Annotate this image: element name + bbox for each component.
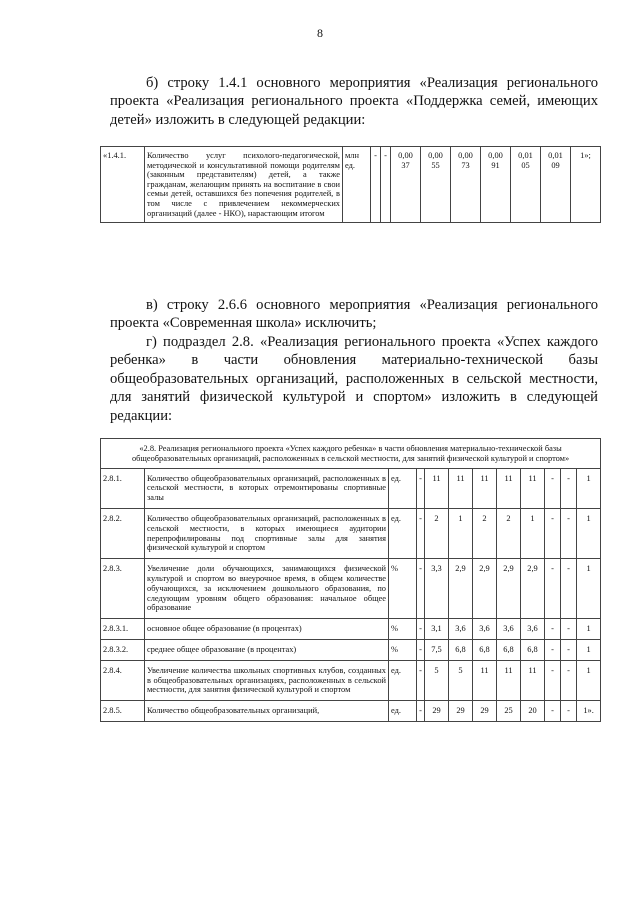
value-cell: -: [561, 639, 577, 660]
value-cell: 6,8: [521, 639, 545, 660]
value-cell: -: [417, 701, 425, 722]
row-name: Увеличение количества школьных спортивных клубов, созданных в общеобразовательных организациях, расположенных в сельской местности, для занятия физической культурой и спортом: [145, 660, 389, 700]
row-unit: %: [389, 619, 417, 640]
value-cell: 1: [577, 508, 601, 558]
value-cell: -: [545, 508, 561, 558]
table-row: [101, 639, 601, 660]
table-row: [101, 508, 601, 558]
value-cell: -: [417, 639, 425, 660]
value-cell: 0,01 05: [511, 147, 541, 223]
value-cell: 1: [577, 660, 601, 700]
value-cell: 6,8: [449, 639, 473, 660]
value-cell: 0,00 73: [451, 147, 481, 223]
row-code: 2.8.3.: [101, 559, 145, 619]
value-cell: -: [545, 559, 561, 619]
value-cell: 2,9: [473, 559, 497, 619]
value-cell: -: [545, 701, 561, 722]
row-code: 2.8.3.2.: [101, 639, 145, 660]
table-row: [101, 468, 601, 508]
value-cell: -: [417, 559, 425, 619]
row-name: среднее общее образование (в процентах): [145, 639, 389, 660]
table-row: [101, 701, 601, 722]
value-cell: 6,8: [497, 639, 521, 660]
row-unit: млн ед.: [343, 147, 371, 223]
value-cell: 5: [425, 660, 449, 700]
paragraph-b: б) строку 1.4.1 основного мероприятия «Реализация регионального проекта «Реализация регионального проекта «Поддержка семей, имеющих детей» изложить в следующей редакции:: [110, 75, 598, 128]
page-number: 8: [317, 26, 323, 40]
value-cell: 1: [521, 508, 545, 558]
row-name: основное общее образование (в процентах): [145, 619, 389, 640]
row-code: 2.8.1.: [101, 468, 145, 508]
row-name: Увеличение доли обучающихся, занимающихся физической культурой и спортом во внеурочное время, в общем количестве обучающихся, за исключением дошкольного образования, по следующим уровням общего образования: начальное общее образование: [145, 559, 389, 619]
value-cell: 29: [449, 701, 473, 722]
value-cell: 1».: [577, 701, 601, 722]
value-cell: -: [561, 559, 577, 619]
value-cell: -: [417, 468, 425, 508]
value-cell: 2: [473, 508, 497, 558]
value-cell: 11: [473, 468, 497, 508]
row-code: 2.8.5.: [101, 701, 145, 722]
value-cell: -: [561, 468, 577, 508]
row-name: Количество общеобразовательных организаций,: [145, 701, 389, 722]
value-cell: 0,01 09: [541, 147, 571, 223]
table-row: [101, 619, 601, 640]
row-code: 2.8.2.: [101, 508, 145, 558]
value-cell: -: [545, 639, 561, 660]
value-cell: 20: [521, 701, 545, 722]
row-code: «1.4.1.: [101, 147, 145, 223]
table-row: [101, 559, 601, 619]
value-cell: -: [417, 619, 425, 640]
row-name: Количество услуг психолого-педагогической, методической и консультативной помощи родителям (законным представителям) детей, а также гражданам, желающим принять на воспитание в свои семьи детей, оставшихся без попечения родителей, в том числе с привлечением некоммерческих организаций (далее - НКО), нарастающим итогом: [145, 147, 343, 223]
value-cell: 11: [521, 660, 545, 700]
value-cell: 3,6: [449, 619, 473, 640]
value-cell: 3,6: [497, 619, 521, 640]
value-cell: 29: [425, 701, 449, 722]
value-cell: 6,8: [473, 639, 497, 660]
value-cell: 11: [473, 660, 497, 700]
value-cell: 3,6: [521, 619, 545, 640]
value-cell: 1: [577, 468, 601, 508]
value-cell: -: [371, 147, 381, 223]
value-cell: 11: [497, 660, 521, 700]
row-code: 2.8.3.1.: [101, 619, 145, 640]
row-unit: ед.: [389, 701, 417, 722]
value-cell: -: [417, 508, 425, 558]
row-code: 2.8.4.: [101, 660, 145, 700]
paragraph-v: в) строку 2.6.6 основного мероприятия «Реализация регионального проекта «Современная школа» исключить;: [110, 297, 598, 332]
value-cell: 7,5: [425, 639, 449, 660]
value-cell: -: [381, 147, 391, 223]
value-cell: -: [417, 660, 425, 700]
value-cell: 0,00 37: [391, 147, 421, 223]
value-cell: 29: [473, 701, 497, 722]
row-name: Количество общеобразовательных организаций, расположенных в сельской местности, в которых имеющиеся аудитории перепрофилированы под спортивные залы для занятия физической культурой и спортом: [145, 508, 389, 558]
row-unit: %: [389, 639, 417, 660]
value-cell: 1»;: [571, 147, 601, 223]
section-header: «2.8. Реализация регионального проекта «Успех каждого ребенка» в части обновления материально-технической базы общеобразовательных организаций, расположенных в сельской местности, для занятий физической культурой и спортом»: [101, 439, 601, 469]
value-cell: -: [561, 508, 577, 558]
value-cell: -: [561, 619, 577, 640]
value-cell: -: [545, 468, 561, 508]
value-cell: -: [561, 701, 577, 722]
value-cell: 11: [449, 468, 473, 508]
row-unit: ед.: [389, 468, 417, 508]
row-name: Количество общеобразовательных организаций, расположенных в сельской местности, в которых отремонтированы спортивные залы: [145, 468, 389, 508]
value-cell: 0,00 55: [421, 147, 451, 223]
value-cell: 1: [577, 639, 601, 660]
value-cell: 2: [425, 508, 449, 558]
value-cell: -: [545, 660, 561, 700]
value-cell: -: [545, 619, 561, 640]
value-cell: 1: [449, 508, 473, 558]
row-unit: ед.: [389, 660, 417, 700]
value-cell: 11: [425, 468, 449, 508]
table-row: [101, 147, 601, 223]
row-unit: %: [389, 559, 417, 619]
value-cell: 2,9: [497, 559, 521, 619]
value-cell: 3,3: [425, 559, 449, 619]
table-1-4-1: [100, 146, 601, 223]
value-cell: 2: [497, 508, 521, 558]
value-cell: 11: [497, 468, 521, 508]
value-cell: 5: [449, 660, 473, 700]
value-cell: 1: [577, 619, 601, 640]
value-cell: 3,6: [473, 619, 497, 640]
value-cell: 3,1: [425, 619, 449, 640]
table-row: [101, 660, 601, 700]
table-header-row: [101, 439, 601, 469]
value-cell: 1: [577, 559, 601, 619]
table-2-8: [100, 438, 601, 722]
paragraph-g: г) подраздел 2.8. «Реализация регионального проекта «Успех каждого ребенка» в части обновления материально-технической базы общеобразовательных организаций, расположенных в сельской местности, для занятий физической культурой и спортом» изложить в следующей редакции:: [110, 334, 598, 424]
value-cell: 2,9: [449, 559, 473, 619]
value-cell: 11: [521, 468, 545, 508]
value-cell: -: [561, 660, 577, 700]
value-cell: 2,9: [521, 559, 545, 619]
row-unit: ед.: [389, 508, 417, 558]
value-cell: 0,00 91: [481, 147, 511, 223]
value-cell: 25: [497, 701, 521, 722]
